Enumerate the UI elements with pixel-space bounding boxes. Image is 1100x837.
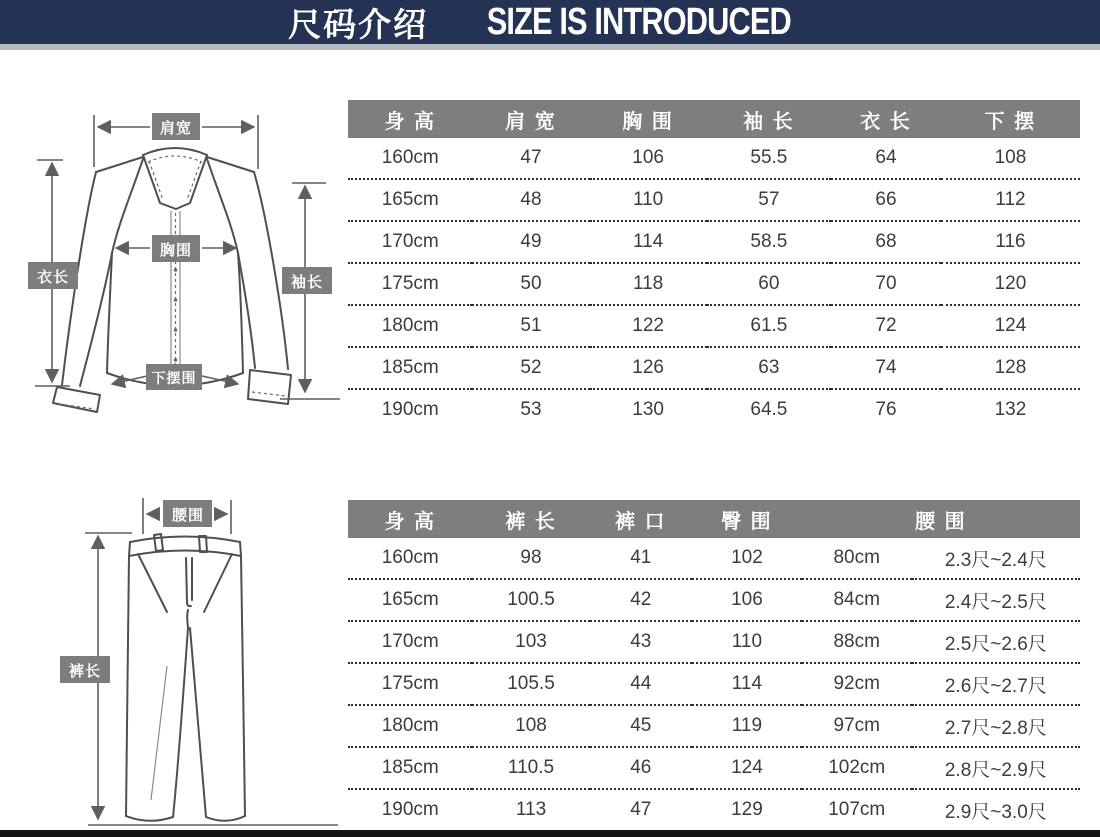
column-header: 身 高	[348, 100, 472, 138]
table-cell: 190cm	[381, 399, 439, 420]
waist-annotation	[143, 498, 231, 534]
table-cell: 57	[707, 179, 831, 221]
table-cell: 120	[941, 263, 1080, 305]
table-cell: 63	[707, 347, 831, 389]
pants-outline	[126, 534, 245, 821]
table-cell: 165cm	[348, 179, 472, 221]
table-cell: 112	[941, 179, 1080, 221]
table-cell: 185cm	[348, 747, 472, 789]
table-cell: 113	[515, 799, 547, 820]
table-row	[348, 789, 1080, 830]
table-cell: 170cm	[348, 221, 472, 263]
table-cell: 119	[692, 705, 802, 747]
table-cell: 47	[472, 138, 589, 179]
table-cell: 110.5	[472, 747, 589, 789]
hem-annotation	[112, 364, 238, 390]
table-cell: 103	[472, 621, 589, 663]
sleeve-length-label-text: 袖长	[290, 274, 324, 291]
table-row	[348, 579, 1080, 621]
table-cell: 105.5	[472, 663, 589, 705]
header-row	[348, 500, 1080, 538]
table-cell: 106	[692, 579, 802, 621]
table-cell: 110	[590, 179, 707, 221]
table-row	[348, 621, 1080, 663]
table-cell: 2.9尺~3.0尺	[944, 801, 1047, 823]
pants-size-table	[348, 500, 1080, 830]
table-cell: 126	[590, 347, 707, 389]
table-cell: 92cm	[802, 663, 912, 705]
table-cell: 165cm	[348, 579, 472, 621]
table-cell: 49	[472, 221, 589, 263]
table-cell: 100.5	[472, 579, 589, 621]
table-cell: 2.8尺~2.9尺	[912, 747, 1080, 789]
table-cell: 160cm	[348, 138, 472, 179]
table-cell: 53	[520, 399, 542, 420]
column-header: 身 高	[348, 500, 472, 538]
pants-measurement-diagram	[40, 470, 360, 835]
table-cell: 108	[472, 705, 589, 747]
table-row	[348, 663, 1080, 705]
table-cell: 102cm	[802, 747, 912, 789]
table-cell: 128	[941, 347, 1080, 389]
table-cell: 160cm	[348, 538, 472, 579]
column-header: 下 摆	[941, 100, 1080, 138]
table-cell: 64	[831, 138, 941, 179]
table-cell: 72	[831, 305, 941, 347]
table-cell: 41	[590, 538, 692, 579]
table-cell: 108	[941, 138, 1080, 179]
table-cell: 68	[831, 221, 941, 263]
shirt-size-table	[348, 100, 1080, 430]
table-cell: 175cm	[348, 663, 472, 705]
chest-annotation	[116, 235, 236, 262]
column-header: 臀 围	[692, 500, 802, 538]
table-row	[348, 705, 1080, 747]
table-cell: 80cm	[802, 538, 912, 579]
table-row	[348, 747, 1080, 789]
table-cell: 60	[707, 263, 831, 305]
table-cell: 42	[590, 579, 692, 621]
chest-label-text: 胸围	[159, 242, 193, 259]
table-cell: 132	[994, 399, 1027, 420]
header-row	[348, 100, 1080, 138]
table-cell: 47	[630, 799, 652, 820]
table-row	[348, 538, 1080, 579]
table-cell: 124	[692, 747, 802, 789]
table-cell: 66	[831, 179, 941, 221]
table-row	[348, 389, 1080, 430]
shirt-measurement-diagram	[0, 55, 345, 430]
table-cell: 190cm	[381, 799, 439, 820]
sleeve-length-annotation	[280, 183, 340, 399]
pants-length-annotation	[60, 533, 338, 825]
table-cell: 2.4尺~2.5尺	[912, 579, 1080, 621]
shoulder-width-label-text: 肩宽	[159, 120, 193, 137]
table-cell: 50	[472, 263, 589, 305]
table-cell: 2.5尺~2.6尺	[912, 621, 1080, 663]
table-cell: 84cm	[802, 579, 912, 621]
table-row	[348, 179, 1080, 221]
table-cell: 2.7尺~2.8尺	[912, 705, 1080, 747]
pants-length-label-text: 裤长	[68, 663, 102, 680]
table-row	[348, 347, 1080, 389]
table-row	[348, 138, 1080, 179]
column-header: 裤 长	[472, 500, 589, 538]
table-cell: 130	[632, 399, 664, 420]
table-cell: 51	[472, 305, 589, 347]
garment-length-label-text: 衣长	[36, 269, 70, 286]
table-cell: 48	[472, 179, 589, 221]
table-cell: 46	[590, 747, 692, 789]
table-cell: 114	[692, 663, 802, 705]
table-cell: 118	[590, 263, 707, 305]
table-cell: 55.5	[707, 138, 831, 179]
table-cell: 124	[941, 305, 1080, 347]
banner	[0, 0, 1100, 44]
table-cell: 45	[590, 705, 692, 747]
table-cell: 102	[692, 538, 802, 579]
table-cell: 88cm	[802, 621, 912, 663]
waist-label-text: 腰围	[171, 507, 205, 524]
table-cell: 122	[590, 305, 707, 347]
table-cell: 58.5	[707, 221, 831, 263]
table-cell: 175cm	[348, 263, 472, 305]
table-cell: 185cm	[348, 347, 472, 389]
table-cell: 64.5	[750, 399, 788, 420]
table-cell: 74	[831, 347, 941, 389]
table-cell: 107cm	[828, 799, 886, 820]
table-cell: 114	[590, 221, 707, 263]
table-cell: 76	[875, 399, 897, 420]
table-cell: 98	[472, 538, 589, 579]
shoulder-width-annotation	[94, 113, 258, 169]
garment-length-annotation	[28, 160, 78, 386]
table-cell: 116	[941, 221, 1080, 263]
table-cell: 170cm	[348, 621, 472, 663]
column-header: 胸 围	[590, 100, 707, 138]
table-cell: 110	[692, 621, 802, 663]
banner-strip	[0, 44, 1100, 50]
table-cell: 106	[590, 138, 707, 179]
table-cell: 97cm	[802, 705, 912, 747]
table-cell: 129	[731, 799, 763, 820]
hem-label-text: 下摆围	[151, 370, 197, 386]
column-header: 腰 围	[802, 500, 1080, 538]
table-row	[348, 305, 1080, 347]
table-row	[348, 263, 1080, 305]
table-cell: 2.6尺~2.7尺	[912, 663, 1080, 705]
column-header: 裤 口	[590, 500, 692, 538]
table-cell: 44	[590, 663, 692, 705]
column-header: 袖 长	[707, 100, 831, 138]
column-header: 肩 宽	[472, 100, 589, 138]
bottom-bar	[0, 830, 1100, 837]
table-cell: 70	[831, 263, 941, 305]
table-cell: 52	[472, 347, 589, 389]
column-header: 衣 长	[831, 100, 941, 138]
banner-title-en: SIZE IS INTRODUCED	[486, 0, 792, 43]
table-cell: 43	[590, 621, 692, 663]
table-cell: 2.3尺~2.4尺	[912, 538, 1080, 579]
banner-title-cn: 尺码介绍	[288, 5, 429, 43]
table-cell: 61.5	[707, 305, 831, 347]
table-cell: 180cm	[348, 305, 472, 347]
table-row	[348, 221, 1080, 263]
table-cell: 180cm	[348, 705, 472, 747]
